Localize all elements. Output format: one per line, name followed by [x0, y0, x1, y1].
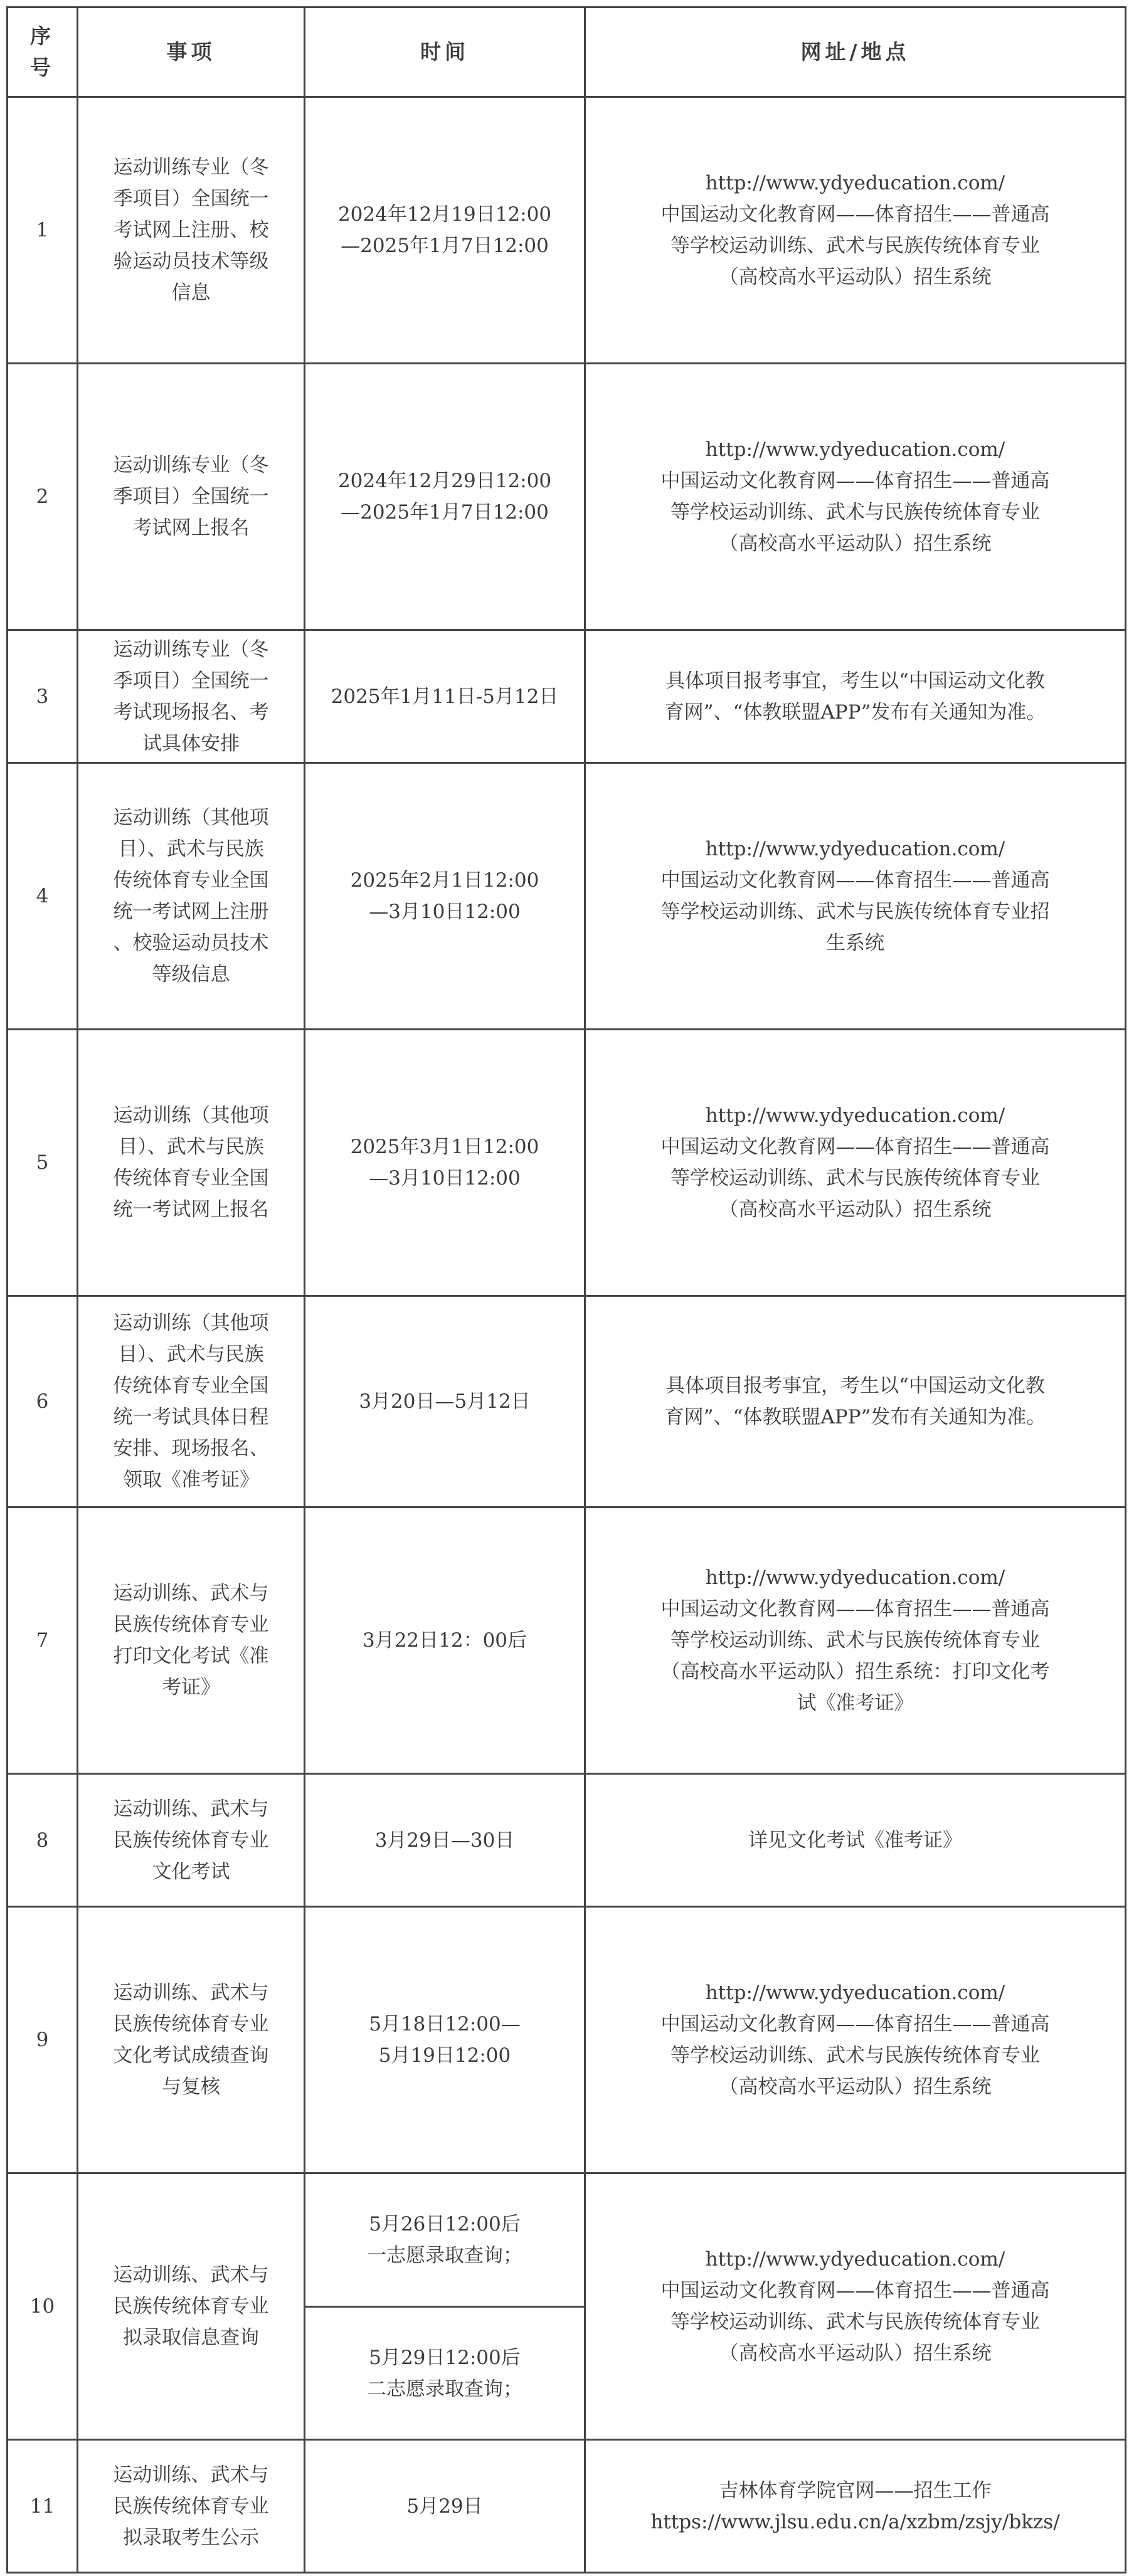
row-index: 1	[8, 97, 78, 364]
cell-text-line: 3月22日12：00后	[362, 1629, 527, 1652]
cell-text-line: 运动训练、武术与	[113, 2463, 269, 2486]
cell-text-line: 运动训练专业（冬	[113, 638, 269, 661]
site-cell	[585, 630, 1126, 763]
row-index: 3	[8, 630, 78, 763]
cell-text-line: 目）、武术与民族	[118, 838, 264, 860]
cell-text-line: 运动训练（其他项	[113, 806, 269, 829]
schedule-table	[6, 6, 1126, 2573]
time-cell	[305, 364, 585, 630]
time-cell	[305, 2440, 585, 2573]
cell-text-line: 安排、现场报名、	[113, 1437, 269, 1460]
cell-text-line: —3月10日12:00	[369, 1167, 521, 1190]
cell-text-line: http://www.ydyeducation.com/	[705, 838, 1005, 860]
cell-text-line: 2024年12月29日12:00	[337, 470, 552, 492]
cell-text-line: 2025年2月1日12:00	[350, 869, 539, 892]
table-row	[8, 364, 1126, 630]
cell-text-line: 育网”、“体教联盟APP”发布有关通知为准。	[664, 700, 1046, 724]
cell-text-line: 运动训练、武术与	[113, 1797, 269, 1820]
cell-text-line: 等学校运动训练、武术与民族传统体育专业	[671, 1167, 1040, 1190]
site-cell	[585, 97, 1126, 364]
table-row	[8, 97, 1126, 364]
cell-text-line: 季项目）全国统一	[113, 669, 269, 692]
cell-text-line: （高校高水平运动队）招生系统	[719, 266, 992, 288]
table-row	[8, 1907, 1126, 2173]
cell-text-line: 中国运动文化教育网——体育招生——普通高	[660, 2013, 1050, 2035]
cell-text-line: 一志愿录取查询；	[367, 2244, 522, 2267]
cell-text-line: 民族传统体育专业	[113, 2295, 269, 2318]
time-cell	[305, 97, 585, 364]
cell-text-line: 中国运动文化教育网——体育招生——普通高	[660, 869, 1050, 892]
cell-text-line: —2025年1月7日12:00	[341, 235, 549, 257]
cell-text-line: （高校高水平运动队）招生系统	[719, 532, 992, 555]
cell-text-line: http://www.ydyeducation.com/	[705, 1104, 1005, 1127]
cell-text-line: 中国运动文化教育网——体育招生——普通高	[660, 1136, 1050, 1158]
cell-text-line: 运动训练专业（冬	[113, 454, 269, 477]
row-index: 4	[8, 763, 78, 1030]
time-cell	[305, 2307, 585, 2440]
cell-text-line: 与复核	[162, 2076, 220, 2098]
cell-text-line: 拟录取信息查询	[123, 2326, 259, 2349]
row-index: 7	[8, 1507, 78, 1774]
cell-text-line: 打印文化考试《准	[113, 1645, 269, 1667]
cell-text-line: 、校验运动员技术	[113, 932, 269, 954]
item-cell	[78, 97, 305, 364]
cell-text-line: 目）、武术与民族	[118, 1136, 264, 1158]
cell-text-line: 等学校运动训练、武术与民族传统体育专业	[671, 2311, 1040, 2333]
cell-text-line: 具体项目报考事宜，考生以“中国运动文化教	[665, 1375, 1045, 1397]
table-row	[8, 1030, 1126, 1296]
table-row	[8, 1774, 1126, 1907]
cell-text-line: 运动训练、武术与	[113, 1582, 269, 1605]
cell-text-line: 信息	[171, 282, 211, 304]
cell-text-line: 运动训练、武术与	[113, 2264, 269, 2286]
cell-text-line: （高校高水平运动队）招生系统	[719, 1198, 992, 1221]
cell-text-line: https://www.jlsu.edu.cn/a/xzbm/zsjy/bkzs/	[650, 2510, 1060, 2533]
cell-text-line: 民族传统体育专业	[113, 2494, 269, 2518]
table-row	[8, 2440, 1126, 2573]
time-cell	[305, 1507, 585, 1774]
item-cell	[78, 1507, 305, 1774]
row-index: 9	[8, 1907, 78, 2173]
cell-text-line: 吉林体育学院官网——招生工作	[719, 2479, 992, 2502]
header-item: 事项	[78, 8, 305, 97]
cell-text-line: 试具体安排	[142, 732, 240, 755]
cell-text-line: 5月18日12:00—	[369, 2013, 521, 2035]
cell-text-line: http://www.ydyeducation.com/	[705, 1566, 1005, 1589]
cell-text-line: 中国运动文化教育网——体育招生——普通高	[660, 470, 1050, 492]
cell-text-line: 5月26日12:00后	[369, 2213, 521, 2236]
cell-text-line: 5月29日12:00后	[369, 2346, 521, 2369]
cell-text-line: 3月20日—5月12日	[359, 1390, 531, 1413]
cell-text-line: 2025年3月1日12:00	[350, 1136, 539, 1158]
cell-text-line: 考试网上报名	[132, 517, 250, 539]
table-row	[8, 2173, 1126, 2307]
cell-text-line: 季项目）全国统一	[113, 187, 269, 210]
item-cell	[78, 1907, 305, 2173]
time-cell	[305, 630, 585, 763]
item-cell	[78, 1296, 305, 1507]
cell-text-line: 运动训练、武术与	[113, 1982, 269, 2004]
cell-text-line: 传统体育专业全国	[113, 1167, 269, 1190]
site-cell	[585, 1907, 1126, 2173]
cell-text-line: 试《准考证》	[797, 1692, 914, 1714]
row-index: 8	[8, 1774, 78, 1907]
cell-text-line: 生系统	[826, 932, 884, 954]
cell-text-line: 育网”、“体教联盟APP”发布有关通知为准。	[664, 1406, 1046, 1428]
site-cell	[585, 364, 1126, 630]
cell-text-line: 等学校运动训练、武术与民族传统体育专业	[671, 2044, 1040, 2067]
cell-text-line: 中国运动文化教育网——体育招生——普通高	[660, 203, 1050, 226]
time-cell	[305, 1774, 585, 1907]
cell-text-line: 文化考试	[152, 1860, 230, 1883]
cell-text-line: 中国运动文化教育网——体育招生——普通高	[660, 2279, 1050, 2302]
cell-text-line: 等级信息	[152, 963, 230, 986]
cell-text-line: 传统体育专业全国	[113, 869, 269, 892]
site-cell	[585, 2173, 1126, 2440]
site-cell	[585, 1774, 1126, 1907]
header-row	[8, 8, 1126, 97]
cell-text-line: —3月10日12:00	[369, 900, 521, 923]
time-cell	[305, 1030, 585, 1296]
row-index: 11	[8, 2440, 78, 2573]
site-cell	[585, 763, 1126, 1030]
cell-text-line: 详见文化考试《准考证》	[748, 1829, 962, 1852]
cell-text-line: 具体项目报考事宜，考生以“中国运动文化教	[665, 669, 1045, 692]
cell-text-line: 统一考试具体日程	[113, 1406, 269, 1428]
item-cell	[78, 763, 305, 1030]
cell-text-line: 考试现场报名、考	[113, 700, 269, 724]
cell-text-line: http://www.ydyeducation.com/	[705, 172, 1005, 194]
item-cell	[78, 630, 305, 763]
cell-text-line: 运动训练专业（冬	[113, 156, 269, 179]
time-cell	[305, 1296, 585, 1507]
cell-text-line: 统一考试网上报名	[113, 1198, 269, 1221]
cell-text-line: 目）、武术与民族	[118, 1343, 264, 1366]
cell-text-line: http://www.ydyeducation.com/	[705, 2248, 1005, 2271]
cell-text-line: 文化考试成绩查询	[113, 2044, 269, 2067]
cell-text-line: 验运动员技术等级	[113, 250, 269, 273]
row-index: 5	[8, 1030, 78, 1296]
cell-text-line: 考试网上注册、校	[113, 219, 269, 241]
cell-text-line: —2025年1月7日12:00	[341, 501, 549, 524]
cell-text-line: 2025年1月11日-5月12日	[331, 685, 559, 708]
cell-text-line: 等学校运动训练、武术与民族传统体育专业招	[660, 900, 1050, 923]
cell-text-line: 传统体育专业全国	[113, 1375, 269, 1397]
cell-text-line: http://www.ydyeducation.com/	[705, 438, 1005, 461]
row-index: 6	[8, 1296, 78, 1507]
cell-text-line: （高校高水平运动队）招生系统：打印文化考	[660, 1660, 1050, 1683]
time-cell	[305, 1907, 585, 2173]
cell-text-line: 考证》	[162, 1676, 220, 1699]
cell-text-line: 拟录取考生公示	[123, 2526, 259, 2549]
cell-text-line: 季项目）全国统一	[113, 485, 269, 508]
cell-text-line: 等学校运动训练、武术与民族传统体育专业	[671, 501, 1040, 524]
table-row	[8, 1507, 1126, 1774]
row-index: 2	[8, 364, 78, 630]
cell-text-line: 3月29日—30日	[374, 1829, 515, 1852]
item-cell	[78, 2173, 305, 2440]
table-row	[8, 763, 1126, 1030]
cell-text-line: 运动训练（其他项	[113, 1312, 269, 1334]
cell-text-line: 2024年12月19日12:00	[337, 203, 552, 226]
cell-text-line: 领取《准考证》	[123, 1469, 259, 1491]
cell-text-line: http://www.ydyeducation.com/	[705, 1982, 1005, 2004]
site-cell	[585, 1507, 1126, 1774]
item-cell	[78, 1774, 305, 1907]
cell-text-line: 民族传统体育专业	[113, 1613, 269, 1636]
time-cell	[305, 763, 585, 1030]
item-cell	[78, 1030, 305, 1296]
site-cell	[585, 1296, 1126, 1507]
time-cell	[305, 2173, 585, 2307]
cell-text-line: 民族传统体育专业	[113, 2013, 269, 2035]
site-cell	[585, 2440, 1126, 2573]
cell-text-line: 等学校运动训练、武术与民族传统体育专业	[671, 235, 1040, 257]
table-row	[8, 630, 1126, 763]
item-cell	[78, 364, 305, 630]
cell-text-line: 5月29日	[406, 2494, 483, 2518]
row-index: 10	[8, 2173, 78, 2440]
cell-text-line: 5月19日12:00	[378, 2044, 511, 2067]
cell-text-line: 二志愿录取查询；	[367, 2377, 522, 2400]
site-cell	[585, 1030, 1126, 1296]
table-row	[8, 1296, 1126, 1507]
cell-text-line: （高校高水平运动队）招生系统	[719, 2342, 992, 2365]
header-site: 网址/地点	[585, 8, 1126, 97]
cell-text-line: （高校高水平运动队）招生系统	[719, 2076, 992, 2098]
cell-text-line: 民族传统体育专业	[113, 1829, 269, 1852]
cell-text-line: 统一考试网上注册	[113, 900, 269, 923]
cell-text-line: 中国运动文化教育网——体育招生——普通高	[660, 1598, 1050, 1620]
header-time: 时间	[305, 8, 585, 97]
item-cell	[78, 2440, 305, 2573]
cell-text-line: 运动训练（其他项	[113, 1104, 269, 1127]
header-index: 序号	[8, 8, 78, 97]
cell-text-line: 等学校运动训练、武术与民族传统体育专业	[671, 1629, 1040, 1652]
